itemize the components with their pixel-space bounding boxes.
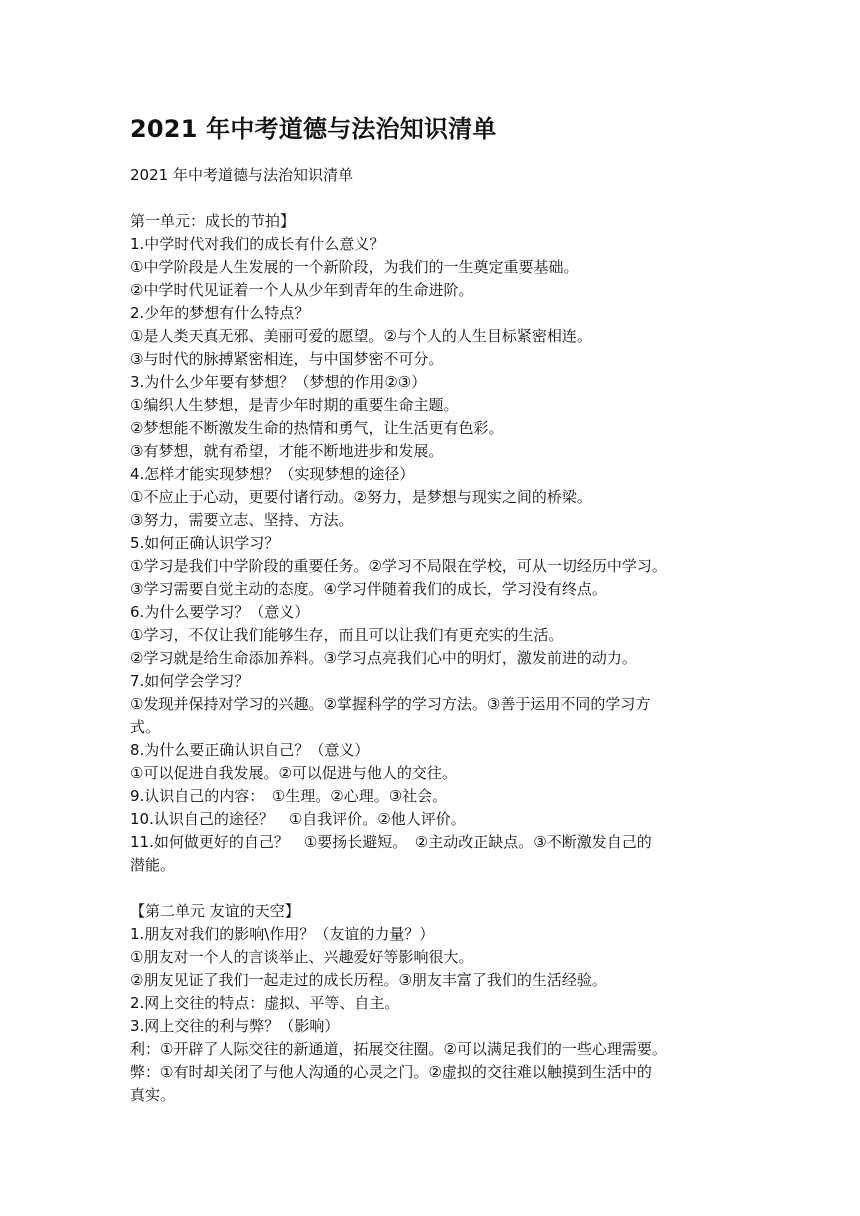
unit1-heading: 第一单元：成长的节拍】 bbox=[130, 212, 296, 230]
unit1-answer: ①学习，不仅让我们能够生存，而且可以让我们有更充实的生活。 bbox=[130, 626, 564, 644]
unit1-answer: ③与时代的脉搏紧密相连，与中国梦密不可分。 bbox=[130, 350, 444, 368]
unit2-answer: 真实。 bbox=[130, 1086, 176, 1104]
unit1-answer: ②梦想能不断激发生命的热情和勇气，让生活更有色彩。 bbox=[130, 419, 504, 437]
unit2-answer: 弊：①有时却关闭了与他人沟通的心灵之门。②虚拟的交往难以触摸到生活中的 bbox=[130, 1063, 652, 1081]
unit1-question: 3.为什么少年要有梦想？（梦想的作用②③） bbox=[130, 373, 427, 391]
document-body bbox=[130, 164, 730, 1107]
unit1-question: 5.如何正确认识学习？ bbox=[130, 534, 280, 552]
unit1-question: 9.认识自己的内容： ①生理。②心理。③社会。 bbox=[130, 787, 448, 805]
unit1-answer: ③努力，需要立志、坚持、方法。 bbox=[130, 511, 354, 529]
unit2-question: 1.朋友对我们的影响\作用？（友谊的力量？） bbox=[130, 925, 435, 943]
unit1-question: 8.为什么要正确认识自己？（意义） bbox=[130, 741, 370, 759]
unit1-question: 6.为什么要学习？（意义） bbox=[130, 603, 310, 621]
unit2-answer: 利：①开辟了人际交往的新通道，拓展交往圈。②可以满足我们的一些心理需要。 bbox=[130, 1040, 667, 1058]
unit1-answer: ①编织人生梦想，是青少年时期的重要生命主题。 bbox=[130, 396, 459, 414]
unit2-answer: ①朋友对一个人的言谈举止、兴趣爱好等影响很大。 bbox=[130, 948, 474, 966]
unit1-answer: ②学习就是给生命添加养料。③学习点亮我们心中的明灯，激发前进的动力。 bbox=[130, 649, 637, 667]
unit1-question: 10.认识自己的途径？ ①自我评价。②他人评价。 bbox=[130, 810, 466, 828]
unit2-answer: ②朋友见证了我们一起走过的成长历程。③朋友丰富了我们的生活经验。 bbox=[130, 971, 607, 989]
unit1-question: 7.如何学会学习？ bbox=[130, 672, 250, 690]
unit1-question: 2.少年的梦想有什么特点？ bbox=[130, 304, 310, 322]
unit1-question: 4.怎样才能实现梦想？（实现梦想的途径） bbox=[130, 465, 415, 483]
unit2-question: 3.网上交往的利与弊？（影响） bbox=[130, 1017, 340, 1035]
unit1-answer: ③有梦想，就有希望，才能不断地进步和发展。 bbox=[130, 442, 444, 460]
document-title: 2021 年中考道德与法治知识清单 bbox=[130, 115, 497, 143]
unit2-question: 2.网上交往的特点：虚拟、平等、自主。 bbox=[130, 994, 400, 1012]
unit1-answer: ①学习是我们中学阶段的重要任务。②学习不局限在学校，可从一切经历中学习。 bbox=[130, 557, 667, 575]
unit1-answer: ①发现并保持对学习的兴趣。②掌握科学的学习方法。③善于运用不同的学习方 bbox=[130, 695, 651, 713]
spacer bbox=[130, 187, 730, 210]
unit1-answer: 潜能。 bbox=[130, 856, 176, 874]
spacer bbox=[130, 877, 730, 900]
unit1-answer: 式。 bbox=[130, 718, 161, 736]
unit1-answer: ①是人类天真无邪、美丽可爱的愿望。②与个人的人生目标紧密相连。 bbox=[130, 327, 592, 345]
unit1-question: 1.中学时代对我们的成长有什么意义？ bbox=[130, 235, 385, 253]
unit1-answer: ③学习需要自觉主动的态度。④学习伴随着我们的成长，学习没有终点。 bbox=[130, 580, 607, 598]
unit1-answer: ①可以促进自我发展。②可以促进与他人的交往。 bbox=[130, 764, 457, 782]
unit1-answer: ②中学时代见证着一个人从少年到青年的生命进阶。 bbox=[130, 281, 474, 299]
document-subtitle: 2021 年中考道德与法治知识清单 bbox=[130, 166, 353, 184]
unit2-heading: 【第二单元 友谊的天空】 bbox=[130, 902, 300, 920]
unit1-answer: ①不应止于心动，更要付诸行动。②努力，是梦想与现实之间的桥梁。 bbox=[130, 488, 592, 506]
unit1-answer: ①中学阶段是人生发展的一个新阶段，为我们的一生奠定重要基础。 bbox=[130, 258, 579, 276]
unit1-question: 11.如何做更好的自己？ ①要扬长避短。 ②主动改正缺点。③不断激发自己的 bbox=[130, 833, 652, 851]
